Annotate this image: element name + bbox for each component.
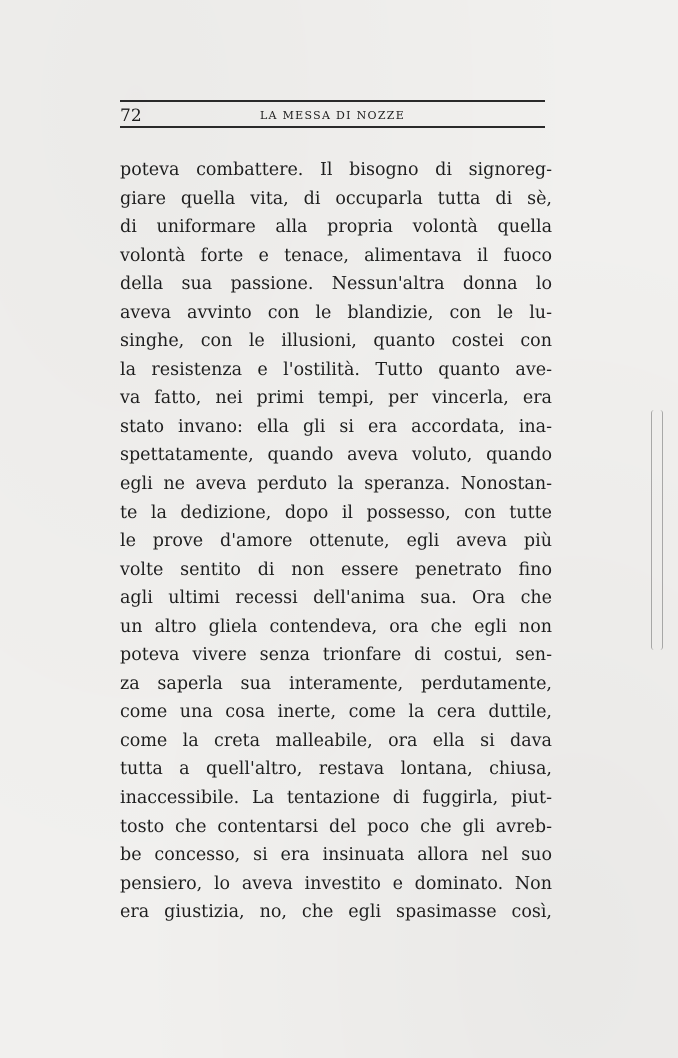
text-line: la resistenza e l'ostilità. Tutto quanto ave-	[120, 359, 552, 380]
header-top-rule	[120, 100, 545, 102]
text-line: di uniformare alla propria volontà quella	[120, 217, 552, 238]
text-line: poteva combattere. Il bisogno di signoreg-	[120, 160, 552, 180]
body-text	[120, 156, 552, 927]
text-line: za saperla sua interamente, perdutamente,	[120, 673, 552, 694]
text-line: te la dedizione, dopo il possesso, con tutte	[120, 502, 552, 523]
text-line: giare quella vita, di occuparla tutta di sè,	[120, 188, 552, 209]
text-line: volontà forte e tenace, alimentava il fuoco	[120, 245, 552, 266]
header-bottom-rule	[120, 126, 545, 128]
text-line: agli ultimi recessi dell'anima sua. Ora che	[120, 588, 552, 609]
text-line: della sua passione. Nessun'altra donna lo	[120, 274, 552, 295]
text-line: be concesso, si era insinuata allora nel suo	[120, 845, 552, 866]
text-line: egli ne aveva perduto la speranza. Nonostan-	[120, 474, 552, 495]
text-line: le prove d'amore ottenute, egli aveva più	[120, 531, 552, 552]
page-number: 72	[120, 106, 142, 126]
text-line: inaccessibile. La tentazione di fuggirla, piut-	[120, 788, 552, 809]
text-line: era giustizia, no, che egli spasimasse così,	[120, 902, 552, 923]
page-header	[120, 106, 545, 126]
text-line: singhe, con le illusioni, quanto costei con	[120, 331, 552, 352]
running-title: LA MESSA DI NOZZE	[259, 109, 406, 122]
text-line: come la creta malleabile, ora ella si dava	[120, 730, 552, 751]
text-line: come una cosa inerte, come la cera duttile,	[120, 702, 552, 723]
text-line: volte sentito di non essere penetrato fino	[120, 559, 552, 580]
text-line: poteva vivere senza trionfare di costui, sen-	[120, 645, 552, 666]
text-line: va fatto, nei primi tempi, per vincerla, era	[120, 388, 552, 409]
text-line: un altro gliela contendeva, ora che egli non	[120, 616, 552, 637]
text-line: aveva avvinto con le blandizie, con le lu-	[120, 302, 552, 323]
text-line: stato invano: ella gli si era accordata, ina-	[120, 416, 552, 437]
margin-bracket-mark	[651, 410, 663, 650]
text-line: tosto che contentarsi del poco che gli avreb-	[120, 816, 552, 837]
text-line: tutta a quell'altro, restava lontana, chiusa,	[120, 759, 552, 780]
text-line: spettatamente, quando aveva voluto, quando	[120, 445, 552, 466]
text-line: pensiero, lo aveva investito e dominato. Non	[120, 873, 552, 894]
